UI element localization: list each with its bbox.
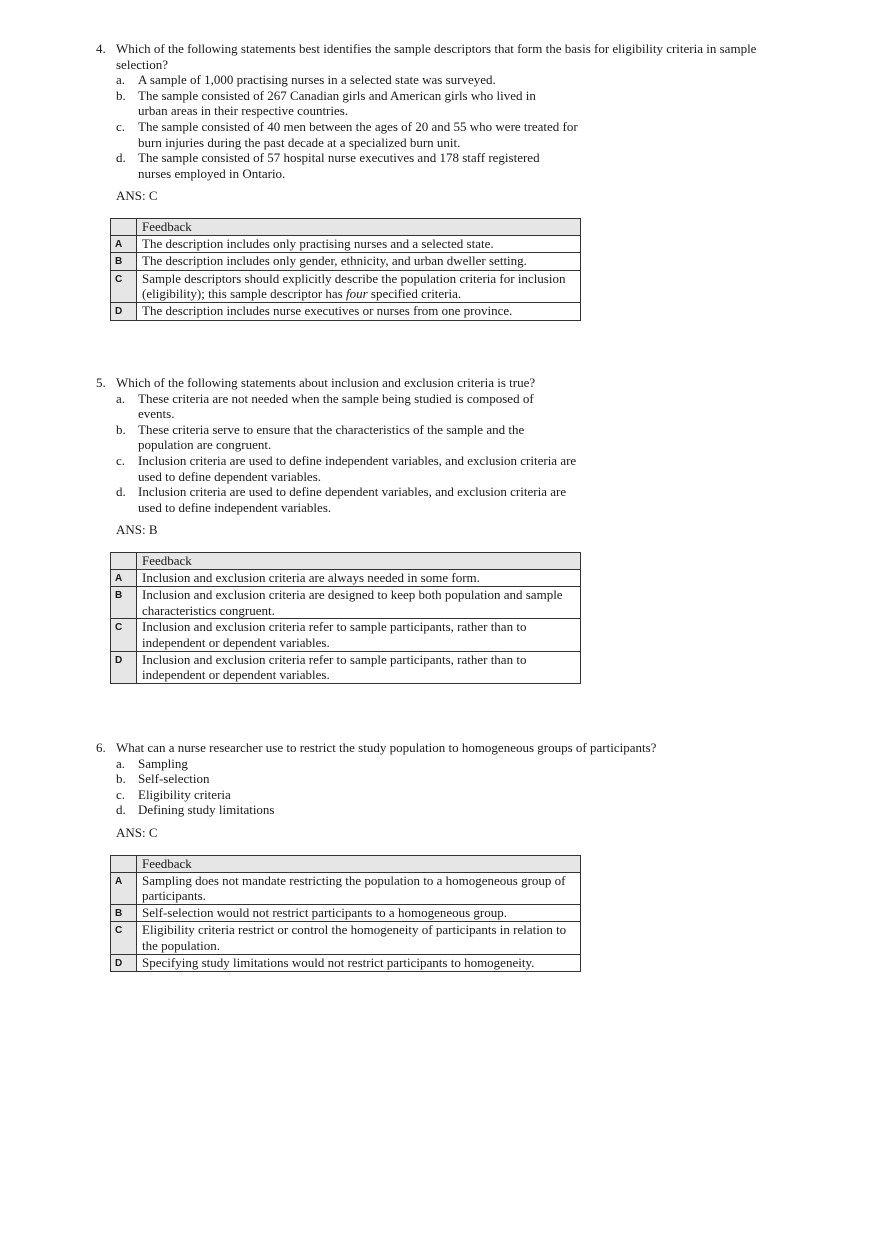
feedback-text: The description includes only gender, ethnicity, and urban dweller setting. <box>137 253 581 271</box>
option-text: The sample consisted of 40 men between the ages of 20 and 55 who were treated for burn injuries during the past decade at a specialized burn unit. <box>138 118 578 150</box>
feedback-row <box>111 587 581 619</box>
option-a <box>116 391 786 422</box>
option-text: Inclusion criteria are used to define independent variables, and exclusion criteria are used to define dependent variables. <box>138 452 577 484</box>
feedback-label: D <box>111 954 137 972</box>
feedback-text: Inclusion and exclusion criteria refer to sample participants, rather than to independent or dependent variables. <box>137 651 581 683</box>
option-text: The sample consisted of 267 Canadian girls and American girls who lived in urban areas in their respective countries. <box>138 87 536 119</box>
question-number: 6. <box>96 740 106 755</box>
answer-key: ANS: C <box>116 188 158 204</box>
question-text: What can a nurse researcher use to restrict the study population to homogeneous groups of participants? <box>116 740 657 755</box>
answer-key: ANS: C <box>116 824 158 840</box>
feedback-text: Specifying study limitations would not restrict participants to homogeneity. <box>137 954 581 972</box>
option-text: Self-selection <box>138 771 210 787</box>
options-list <box>116 756 786 818</box>
feedback-label: D <box>111 302 137 320</box>
feedback-row <box>111 569 581 587</box>
option-letter: a. <box>116 390 126 406</box>
options-list <box>116 391 786 516</box>
feedback-label: C <box>111 922 137 954</box>
feedback-row <box>111 954 581 972</box>
feedback-label-header <box>111 553 137 570</box>
feedback-text-part: Sample descriptors should explicitly describe the population criteria for inclusion (eligibility); this sample descriptor has <box>142 270 566 302</box>
option-text: These criteria serve to ensure that the characteristics of the sample and the population are congruent. <box>138 421 525 453</box>
feedback-table-6 <box>110 855 581 972</box>
feedback-row <box>111 235 581 253</box>
option-a <box>116 756 786 772</box>
feedback-label: B <box>111 253 137 271</box>
option-letter: b. <box>116 421 126 437</box>
option-d <box>116 150 786 181</box>
feedback-row <box>111 270 581 302</box>
feedback-label: B <box>111 904 137 922</box>
feedback-text: Sampling does not mandate restricting the population to a homogeneous group of participants. <box>137 872 581 904</box>
option-a <box>116 72 786 88</box>
feedback-text: Eligibility criteria restrict or control the homogeneity of participants in relation to the population. <box>137 922 581 954</box>
feedback-header-row <box>111 856 581 873</box>
answer-key: ANS: B <box>116 522 158 538</box>
option-d <box>116 484 786 515</box>
feedback-text: Self-selection would not restrict participants to a homogeneous group. <box>137 904 581 922</box>
feedback-row <box>111 922 581 954</box>
feedback-text: The description includes only practising nurses and a selected state. <box>137 235 581 253</box>
feedback-header: Feedback <box>137 219 581 236</box>
feedback-label: A <box>111 235 137 253</box>
option-text: These criteria are not needed when the sample being studied is composed of events. <box>138 390 534 422</box>
feedback-row <box>111 302 581 320</box>
question-4 <box>96 41 786 204</box>
feedback-header-row <box>111 219 581 236</box>
feedback-label: C <box>111 270 137 302</box>
option-text: Eligibility criteria <box>138 786 231 802</box>
option-text: Inclusion criteria are used to define dependent variables, and exclusion criteria are used to define independent variables. <box>138 484 567 515</box>
feedback-text: Inclusion and exclusion criteria refer to sample participants, rather than to independent or dependent variables. <box>137 619 581 651</box>
option-text: The sample consisted of 57 hospital nurse executives and 178 staff registered nurses employed in Ontario. <box>138 150 540 181</box>
question-6 <box>96 740 786 841</box>
feedback-header: Feedback <box>137 553 581 570</box>
question-number: 4. <box>96 41 106 56</box>
feedback-row <box>111 872 581 904</box>
feedback-row <box>111 904 581 922</box>
feedback-row <box>111 619 581 651</box>
feedback-text: Inclusion and exclusion criteria are always needed in some form. <box>137 569 581 587</box>
feedback-label: A <box>111 569 137 587</box>
option-letter: b. <box>116 771 126 787</box>
feedback-row <box>111 651 581 683</box>
feedback-text-emphasis: four <box>346 286 368 302</box>
option-letter: d. <box>116 150 126 166</box>
option-c <box>116 119 786 150</box>
feedback-table-5 <box>110 552 581 684</box>
feedback-label: A <box>111 872 137 904</box>
option-letter: c. <box>116 786 126 802</box>
feedback-table-4 <box>110 218 581 321</box>
feedback-header-row <box>111 553 581 570</box>
option-letter: c. <box>116 452 126 468</box>
option-b <box>116 771 786 787</box>
option-letter: d. <box>116 484 126 500</box>
feedback-label-header <box>111 219 137 236</box>
question-number: 5. <box>96 375 106 390</box>
option-b <box>116 88 786 119</box>
question-5 <box>96 375 786 538</box>
feedback-label: D <box>111 651 137 683</box>
option-c <box>116 787 786 803</box>
question-text: Which of the following statements about inclusion and exclusion criteria is true? <box>116 375 536 390</box>
option-text: Sampling <box>138 755 188 771</box>
option-letter: b. <box>116 87 126 103</box>
option-letter: a. <box>116 755 126 771</box>
options-list <box>116 72 786 181</box>
feedback-row <box>111 253 581 271</box>
feedback-label: B <box>111 587 137 619</box>
feedback-header: Feedback <box>137 856 581 873</box>
feedback-text: Inclusion and exclusion criteria are designed to keep both population and sample characteristics congruent. <box>137 587 581 619</box>
feedback-text: The description includes nurse executives or nurses from one province. <box>137 302 581 320</box>
feedback-text-part: specified criteria. <box>367 286 462 302</box>
question-text: Which of the following statements best identifies the sample descriptors that form the basis for eligibility criteria in sample selection? <box>116 41 757 72</box>
option-text: A sample of 1,000 practising nurses in a selected state was surveyed. <box>138 72 496 88</box>
option-letter: a. <box>116 72 126 88</box>
option-letter: c. <box>116 118 126 134</box>
option-d <box>116 802 786 818</box>
option-b <box>116 422 786 453</box>
option-letter: d. <box>116 802 126 818</box>
feedback-text <box>137 270 581 302</box>
feedback-label-header <box>111 856 137 873</box>
option-text: Defining study limitations <box>138 802 275 818</box>
feedback-label: C <box>111 619 137 651</box>
option-c <box>116 453 786 484</box>
